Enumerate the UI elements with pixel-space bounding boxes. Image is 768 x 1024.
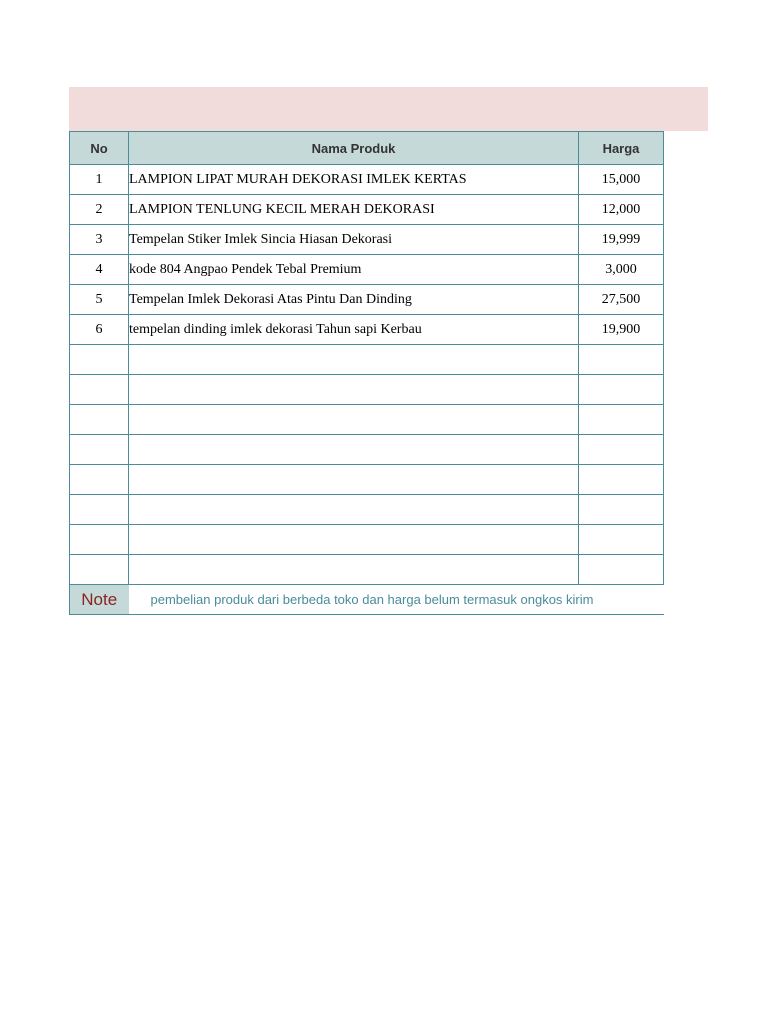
cell-no[interactable]: 5	[70, 285, 129, 315]
cell-price[interactable]: 19,900	[579, 315, 664, 345]
cell-no[interactable]	[70, 555, 129, 585]
cell-product-name[interactable]	[129, 435, 579, 465]
cell-price[interactable]: 3,000	[579, 255, 664, 285]
cell-price[interactable]: 12,000	[579, 195, 664, 225]
cell-price[interactable]	[579, 555, 664, 585]
cell-no[interactable]: 1	[70, 165, 129, 195]
cell-price[interactable]: 27,500	[579, 285, 664, 315]
cell-price[interactable]	[579, 525, 664, 555]
table-row	[70, 225, 664, 255]
cell-price[interactable]	[579, 375, 664, 405]
product-table	[69, 131, 664, 615]
table-row	[70, 165, 664, 195]
table-row-empty	[70, 525, 664, 555]
cell-no[interactable]	[70, 375, 129, 405]
table-row	[70, 195, 664, 225]
table-header-row	[70, 132, 664, 165]
header-product-name: Nama Produk	[129, 132, 579, 165]
cell-product-name[interactable]	[129, 375, 579, 405]
cell-no[interactable]	[70, 525, 129, 555]
table-row-empty	[70, 345, 664, 375]
cell-no[interactable]: 2	[70, 195, 129, 225]
cell-product-name[interactable]	[129, 495, 579, 525]
cell-no[interactable]	[70, 345, 129, 375]
cell-no[interactable]	[70, 465, 129, 495]
table-row-empty	[70, 435, 664, 465]
cell-product-name[interactable]	[129, 465, 579, 495]
table-row-empty	[70, 555, 664, 585]
cell-price[interactable]	[579, 345, 664, 375]
note-row	[70, 585, 664, 615]
cell-no[interactable]	[70, 435, 129, 465]
table-row	[70, 285, 664, 315]
cell-no[interactable]: 4	[70, 255, 129, 285]
note-text: pembelian produk dari berbeda toko dan harga belum termasuk ongkos kirim	[129, 585, 664, 615]
cell-product-name[interactable]	[129, 405, 579, 435]
cell-product-name[interactable]: kode 804 Angpao Pendek Tebal Premium	[129, 255, 579, 285]
cell-price[interactable]: 19,999	[579, 225, 664, 255]
cell-product-name[interactable]: Tempelan Stiker Imlek Sincia Hiasan Dekorasi	[129, 225, 579, 255]
table-row-empty	[70, 405, 664, 435]
table-row	[70, 315, 664, 345]
cell-product-name[interactable]: Tempelan Imlek Dekorasi Atas Pintu Dan Dinding	[129, 285, 579, 315]
cell-no[interactable]: 6	[70, 315, 129, 345]
cell-no[interactable]	[70, 405, 129, 435]
cell-product-name[interactable]	[129, 525, 579, 555]
cell-no[interactable]	[70, 495, 129, 525]
table-row-empty	[70, 495, 664, 525]
cell-product-name[interactable]: tempelan dinding imlek dekorasi Tahun sapi Kerbau	[129, 315, 579, 345]
header-no: No	[70, 132, 129, 165]
cell-price[interactable]: 15,000	[579, 165, 664, 195]
cell-product-name[interactable]	[129, 345, 579, 375]
cell-product-name[interactable]: LAMPION LIPAT MURAH DEKORASI IMLEK KERTAS	[129, 165, 579, 195]
cell-product-name[interactable]: LAMPION TENLUNG KECIL MERAH DEKORASI	[129, 195, 579, 225]
table-row	[70, 255, 664, 285]
cell-price[interactable]	[579, 405, 664, 435]
table-row-empty	[70, 375, 664, 405]
note-label: Note	[70, 585, 129, 615]
header-price: Harga	[579, 132, 664, 165]
cell-price[interactable]	[579, 435, 664, 465]
cell-product-name[interactable]	[129, 555, 579, 585]
cell-price[interactable]	[579, 495, 664, 525]
title-banner	[69, 87, 708, 131]
cell-no[interactable]: 3	[70, 225, 129, 255]
cell-price[interactable]	[579, 465, 664, 495]
table-row-empty	[70, 465, 664, 495]
